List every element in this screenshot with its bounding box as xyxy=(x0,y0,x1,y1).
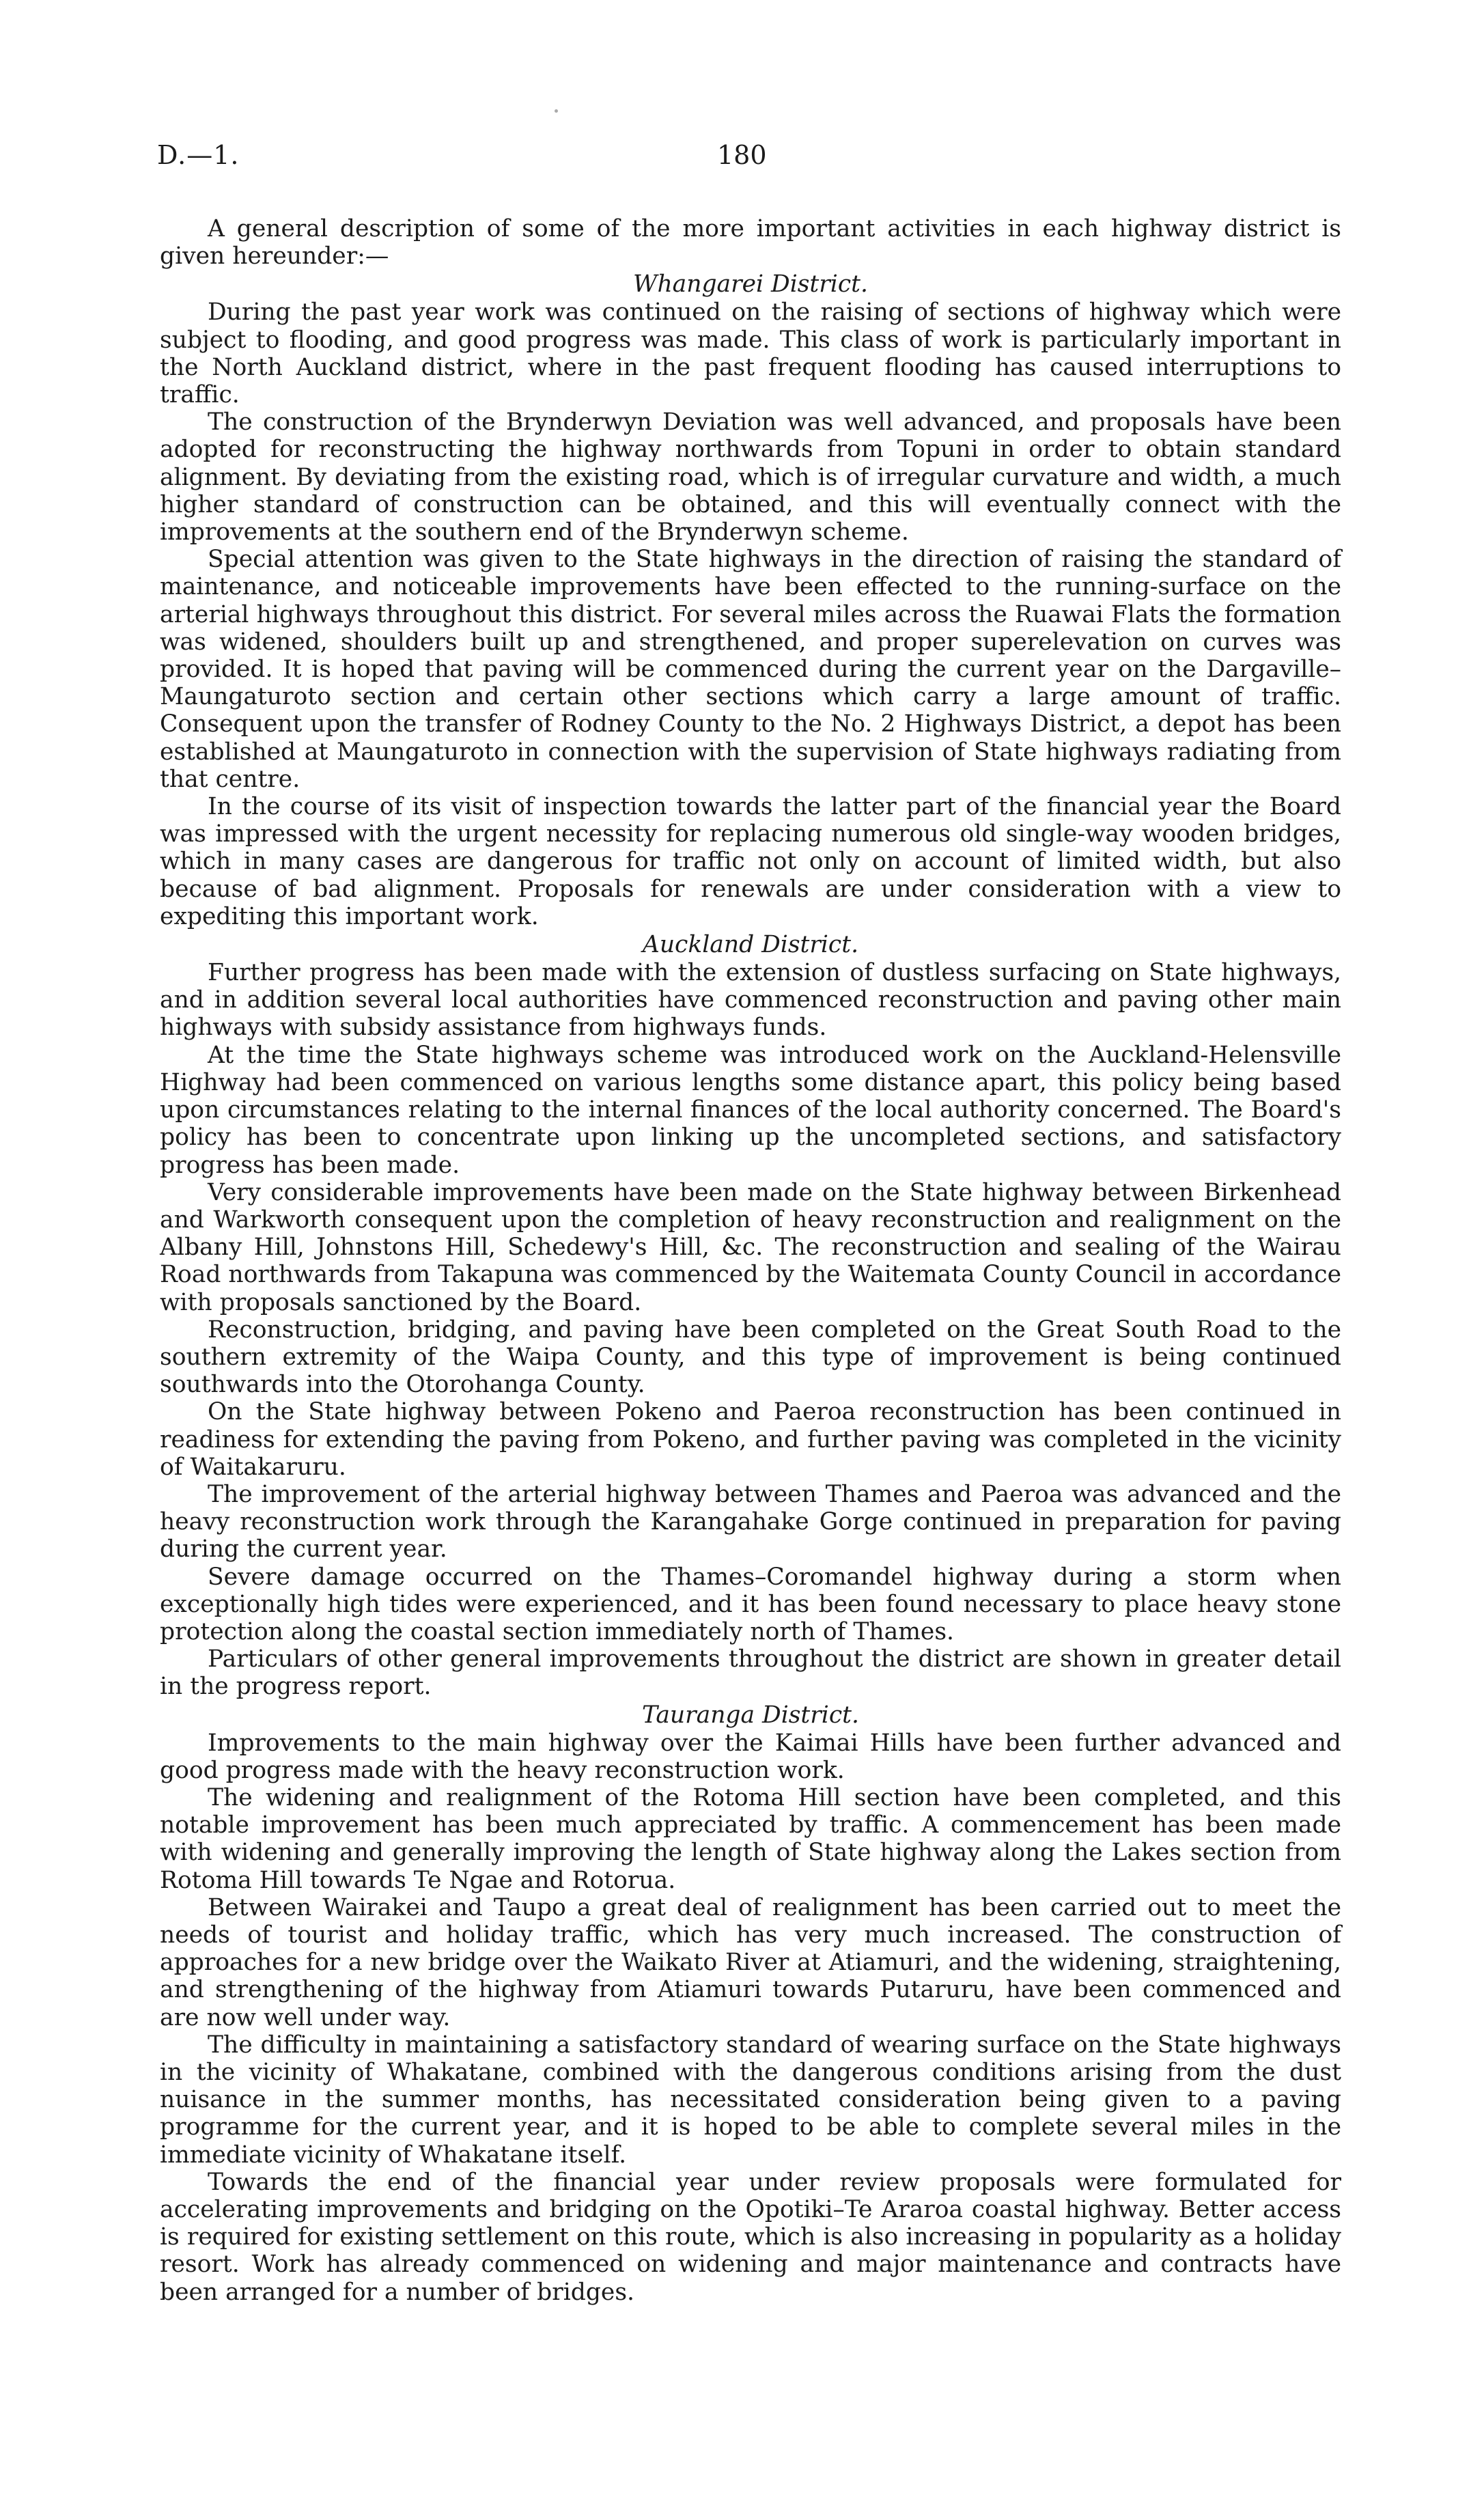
paragraph: Severe damage occurred on the Thames–Coromandel highway during a storm when exceptionally high tides were experienced, and it has been found necessary to place heavy stone protection along the coastal section immediately north of Thames. xyxy=(160,1563,1341,1645)
paragraph: Between Wairakei and Taupo a great deal of realignment has been carried out to meet the needs of tourist and holiday traffic, which has very much increased. The construction of approaches for a new bridge over the Waikato River at Atiamuri, and the widening, straightening, and strengthening of the highway from Atiamuri towards Putaruru, have been commenced and are now well under way. xyxy=(160,1893,1341,2031)
paragraph: On the State highway between Pokeno and Paeroa reconstruction has been continued in readiness for extending the paving from Pokeno, and further paving was completed in the vicinity of Waitakaruru. xyxy=(160,1398,1341,1481)
paragraph: The widening and realignment of the Rotoma Hill section have been completed, and this notable improvement has been much appreciated by traffic. A commencement has been made with widening and generally improving the length of State highway along the Lakes section from Rotoma Hill towards Te Ngae and Rotorua. xyxy=(160,1783,1341,1894)
paragraph: Improvements to the main highway over the Kaimai Hills have been further advanced and good progress made with the heavy reconstruction work. xyxy=(160,1729,1341,1784)
paragraph: Towards the end of the financial year under review proposals were formulated for accelerating improvements and bridging on the Opotiki–Te Araroa coastal highway. Better access is required for existing settlement on this route, which is also increasing in popularity as a holiday resort. Work has already commenced on widening and major maintenance and contracts have been arranged for a number of bridges. xyxy=(160,2168,1341,2306)
intro-paragraph: A general description of some of the more important activities in each highway district is given hereunder:— xyxy=(160,215,1341,270)
page-number: 180 xyxy=(717,140,767,170)
paragraph: Particulars of other general improvements throughout the district are shown in greater detail in the progress report. xyxy=(160,1645,1341,1701)
page-header xyxy=(157,140,1345,188)
scan-speck xyxy=(555,109,558,113)
paragraph: Reconstruction, bridging, and paving have been completed on the Great South Road to the southern extremity of the Waipa County, and this type of improvement is being continued southwards into the Otorohanga County. xyxy=(160,1316,1341,1399)
paragraph: In the course of its visit of inspection towards the latter part of the financial year the Board was impressed with the urgent necessity for replacing numerous old single-way wooden bridges, which in many cases are dangerous for traffic not only on account of limited width, but also because of bad alignment. Proposals for renewals are under consideration with a view to expediting this important work. xyxy=(160,793,1341,930)
paragraph: The difficulty in maintaining a satisfactory standard of wearing surface on the State highways in the vicinity of Whakatane, combined with the dangerous conditions arising from the dust nuisance in the summer months, has necessitated consideration being given to a paving programme for the current year, and it is hoped to be able to complete several miles in the immediate vicinity of Whakatane itself. xyxy=(160,2031,1341,2169)
paragraph: At the time the State highways scheme was introduced work on the Auckland-Helensville Highway had been commenced on various lengths some distance apart, this policy being based upon circumstances relating to the internal finances of the local authority concerned. The Board's policy has been to concentrate upon linking up the uncompleted sections, and satisfactory progress has been made. xyxy=(160,1041,1341,1179)
paragraph: Very considerable improvements have been made on the State highway between Birkenhead and Warkworth consequent upon the completion of heavy reconstruction and realignment on the Albany Hill, Johnstons Hill, Schedewy's Hill, &c. The reconstruction and sealing of the Wairau Road northwards from Takapuna was commenced by the Waitemata County Council in accordance with proposals sanctioned by the Board. xyxy=(160,1178,1341,1316)
section-heading-tauranga: Tauranga District. xyxy=(642,1701,859,1729)
section-heading-auckland: Auckland District. xyxy=(642,931,859,959)
paragraph: Further progress has been made with the extension of dustless surfacing on State highways, and in addition several local authorities have commenced reconstruction and paving other main highways with subsidy assistance from highways funds. xyxy=(160,959,1341,1042)
paragraph: During the past year work was continued on the raising of sections of highway which were subject to flooding, and good progress was made. This class of work is particularly important in the North Auckland district, where in the past frequent flooding has caused interruptions to traffic. xyxy=(160,298,1341,409)
document-reference: D.—1. xyxy=(157,140,240,170)
section-heading-whangarei: Whangarei District. xyxy=(633,270,868,298)
body-text xyxy=(160,215,1341,2306)
paragraph: Special attention was given to the State highways in the direction of raising the standard of maintenance, and noticeable improvements have been effected to the running-surface on the arterial highways throughout this district. For several miles across the Ruawai Flats the formation was widened, shoulders built up and strengthened, and proper superelevation on curves was provided. It is hoped that paving will be commenced during the current year on the Dargaville–Maungaturoto section and certain other sections which carry a large amount of traffic. Consequent upon the transfer of Rodney County to the No. 2 Highways District, a depot has been established at Maungaturoto in connection with the supervision of State highways radiating from that centre. xyxy=(160,546,1341,793)
paragraph: The construction of the Brynderwyn Deviation was well advanced, and proposals have been adopted for reconstructing the highway northwards from Topuni in order to obtain standard alignment. By deviating from the existing road, which is of irregular curvature and width, a much higher standard of construction can be obtained, and this will eventually connect with the improvements at the southern end of the Brynderwyn scheme. xyxy=(160,408,1341,546)
paragraph: The improvement of the arterial highway between Thames and Paeroa was advanced and the heavy reconstruction work through the Karangahake Gorge continued in preparation for paving during the current year. xyxy=(160,1480,1341,1563)
